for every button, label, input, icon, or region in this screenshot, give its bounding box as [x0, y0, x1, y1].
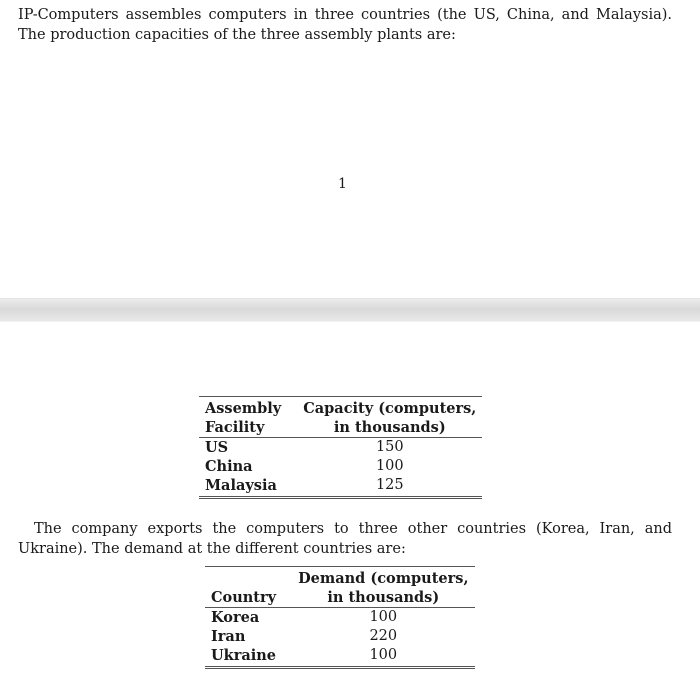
table-header-row: [199, 418, 482, 438]
column-header-country: Country: [205, 588, 282, 608]
demand-cell: 100: [369, 609, 398, 625]
column-header-country-spacer: [205, 567, 282, 589]
column-header-capacity-line1: Capacity (computers,: [287, 397, 482, 419]
facility-cell: Malaysia: [199, 476, 287, 498]
demand-cell: 220: [369, 628, 398, 644]
page-number: 1: [338, 176, 347, 192]
column-header-capacity-line2: in thousands): [287, 418, 482, 438]
column-header-facility-line1: Assembly: [199, 397, 287, 419]
demand-paragraph-text: The company exports the computers to three other countries (Korea, Iran, and Ukraine). The demand at the different countries are:: [18, 521, 672, 557]
column-header-demand-line2: in thousands): [282, 588, 474, 608]
capacity-cell: 150: [375, 439, 404, 455]
table-row: [199, 457, 482, 476]
facility-cell: China: [205, 458, 253, 475]
table-header-row: [199, 397, 482, 419]
intro-paragraph: IP-Computers assembles computers in three countries (the US, China, and Malaysia). The production capacities of the three assembly plants are:: [18, 7, 672, 43]
country-cell: Korea: [211, 609, 260, 626]
country-cell: Iran: [211, 628, 246, 645]
table-header-row: [205, 588, 475, 608]
table-row: [199, 438, 482, 458]
demand-cell: 100: [282, 646, 474, 668]
column-header-demand-line1: Demand (computers,: [282, 567, 474, 589]
table-row: [205, 627, 475, 646]
capacity-cell: 100: [375, 458, 404, 474]
table-row: [199, 476, 482, 498]
page-break-divider: [0, 298, 700, 322]
facility-cell: US: [205, 439, 229, 456]
capacity-table: [199, 396, 482, 499]
country-cell: Ukraine: [205, 646, 282, 668]
capacity-cell: 125: [287, 476, 482, 498]
table-row: [205, 646, 475, 668]
column-header-facility-line2: Facility: [199, 418, 287, 438]
demand-paragraph: [18, 519, 672, 559]
table-row: [205, 608, 475, 628]
table-header-row: [205, 567, 475, 589]
demand-table: [205, 566, 475, 669]
